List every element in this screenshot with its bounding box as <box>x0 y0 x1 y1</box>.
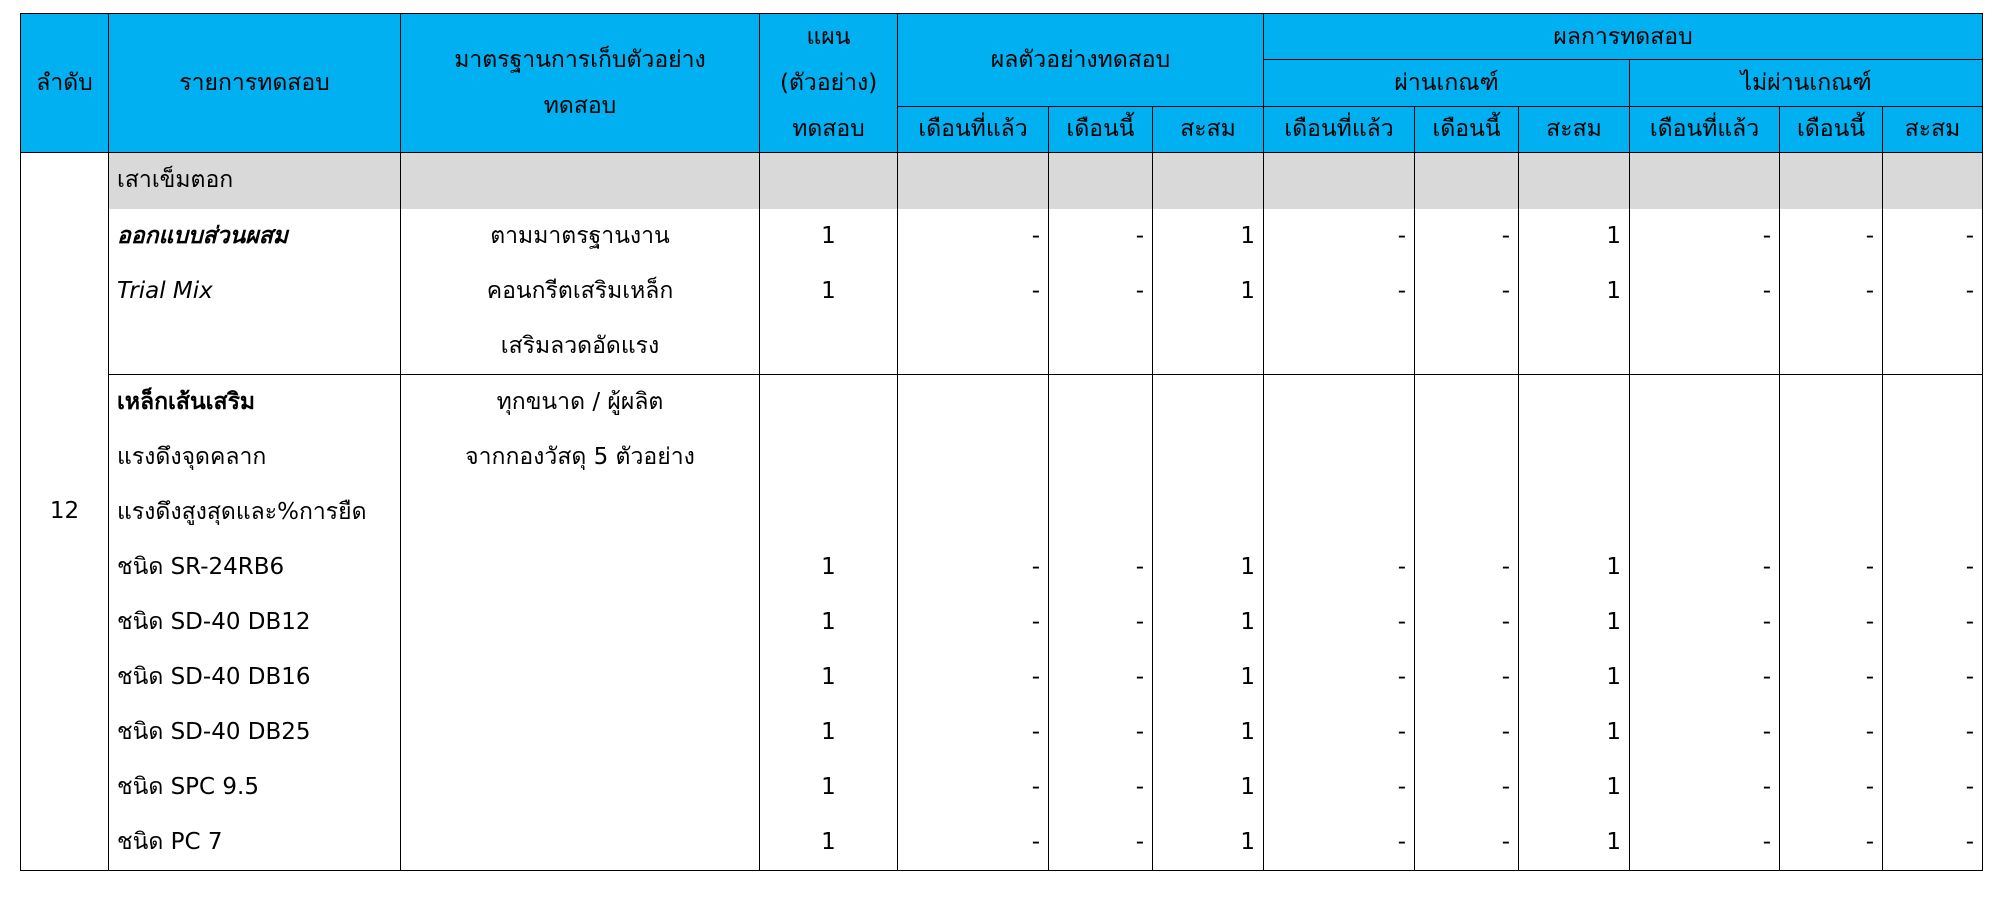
cell-f-last: - <box>1630 760 1780 815</box>
table-row <box>21 430 1983 485</box>
cell-p-this <box>1415 430 1519 485</box>
cell-s-this: - <box>1049 760 1153 815</box>
cell-s-last: - <box>898 595 1049 650</box>
cell-p-this: - <box>1415 595 1519 650</box>
header-fail-cumulative: สะสม <box>1883 106 1983 152</box>
cell-p-cum: 1 <box>1519 705 1630 760</box>
cell-p-last <box>1264 374 1415 430</box>
cell-plan: 1 <box>760 540 898 595</box>
cell-f-last <box>1630 430 1780 485</box>
cell-s-cum <box>1153 485 1264 540</box>
cell-s-cum: 1 <box>1153 595 1264 650</box>
cell-plan: 1 <box>760 815 898 871</box>
cell-p-this: - <box>1415 760 1519 815</box>
cell-f-cum: - <box>1883 540 1983 595</box>
row-item: ชนิด SD-40 DB12 <box>109 595 401 650</box>
cell-plan <box>760 374 898 430</box>
cell-s-cum <box>1153 430 1264 485</box>
cell-standard <box>401 760 760 815</box>
test-results-table <box>20 13 1983 871</box>
cell-p-cum: 1 <box>1519 760 1630 815</box>
header-pass-cumulative: สะสม <box>1519 106 1630 152</box>
cell-plan <box>760 430 898 485</box>
cell-f-cum <box>1883 430 1983 485</box>
header-test-results: ผลการทดสอบ <box>1264 14 1983 60</box>
cell-f-last: - <box>1630 650 1780 705</box>
table-row <box>21 705 1983 760</box>
cell-plan: 1 <box>760 705 898 760</box>
header-seq: ลำดับ <box>21 14 109 153</box>
row-item: ชนิด SR-24RB6 <box>109 540 401 595</box>
cell-f-this: - <box>1780 650 1883 705</box>
table-row <box>21 595 1983 650</box>
cell-s-this <box>1049 319 1153 375</box>
cell-p-last: - <box>1264 705 1415 760</box>
cell-p-cum <box>1519 430 1630 485</box>
cell-p-last: - <box>1264 540 1415 595</box>
cell-p-last: - <box>1264 760 1415 815</box>
cell-plan: 1 <box>760 264 898 319</box>
table-row <box>21 650 1983 705</box>
cell-f-cum <box>1883 374 1983 430</box>
cell-s-this <box>1049 430 1153 485</box>
cell-p-this <box>1415 374 1519 430</box>
table-header <box>21 14 1983 153</box>
cell-p-cum: 1 <box>1519 209 1630 264</box>
cell-f-last: - <box>1630 209 1780 264</box>
cell-f-this <box>1780 319 1883 375</box>
cell-p-this: - <box>1415 209 1519 264</box>
cell-f-this: - <box>1780 705 1883 760</box>
cell-s-cum: 1 <box>1153 540 1264 595</box>
cell-f-this: - <box>1780 760 1883 815</box>
cell-f-last <box>1630 319 1780 375</box>
cell-s-cum: 1 <box>1153 264 1264 319</box>
cell-f-cum: - <box>1883 595 1983 650</box>
cell-standard <box>401 815 760 871</box>
cell-s-last: - <box>898 815 1049 871</box>
cell-p-last: - <box>1264 650 1415 705</box>
cell-s-last: - <box>898 705 1049 760</box>
cell-standard: ตามมาตรฐานงาน <box>401 209 760 264</box>
header-fail-this-month: เดือนนี้ <box>1780 106 1883 152</box>
cell-s-this: - <box>1049 650 1153 705</box>
table-row <box>21 319 1983 375</box>
cell-f-cum: - <box>1883 760 1983 815</box>
cell-p-cum <box>1519 374 1630 430</box>
row-item: Trial Mix <box>109 264 401 319</box>
cell-f-last: - <box>1630 540 1780 595</box>
cell-plan: 1 <box>760 650 898 705</box>
cell-f-cum <box>1883 485 1983 540</box>
row-item: ชนิด SD-40 DB25 <box>109 705 401 760</box>
header-standard: มาตรฐานการเก็บตัวอย่างทดสอบ <box>401 14 760 153</box>
cell-s-this: - <box>1049 815 1153 871</box>
cell-p-cum: 1 <box>1519 540 1630 595</box>
cell-p-cum: 1 <box>1519 650 1630 705</box>
cell-f-this <box>1780 430 1883 485</box>
cell-s-cum: 1 <box>1153 815 1264 871</box>
cell-plan: 1 <box>760 595 898 650</box>
header-pass: ผ่านเกณฑ์ <box>1264 60 1630 106</box>
cell-s-last: - <box>898 650 1049 705</box>
cell-f-cum: - <box>1883 209 1983 264</box>
row-item: แรงดึงจุดคลาก <box>109 430 401 485</box>
cell-p-last <box>1264 430 1415 485</box>
table-row <box>21 485 1983 540</box>
cell-s-last <box>898 374 1049 430</box>
table-row <box>21 264 1983 319</box>
cell-f-last <box>1630 374 1780 430</box>
header-sample-cumulative: สะสม <box>1153 106 1264 152</box>
table-row <box>21 760 1983 815</box>
cell-s-last: - <box>898 760 1049 815</box>
row-item: ชนิด SPC 9.5 <box>109 760 401 815</box>
cell-s-this <box>1049 374 1153 430</box>
cell-s-last <box>898 319 1049 375</box>
cell-p-last: - <box>1264 264 1415 319</box>
cell-s-this <box>1049 485 1153 540</box>
cell-standard: จากกองวัสดุ 5 ตัวอย่าง <box>401 430 760 485</box>
cell-s-this: - <box>1049 595 1153 650</box>
table-row <box>21 374 1983 430</box>
cell-s-cum: 1 <box>1153 209 1264 264</box>
header-sample-results: ผลตัวอย่างทดสอบ <box>898 14 1264 107</box>
row-item: ชนิด PC 7 <box>109 815 401 871</box>
row-item: เหล็กเส้นเสริม <box>109 374 401 430</box>
cell-f-this: - <box>1780 595 1883 650</box>
cell-p-this <box>1415 485 1519 540</box>
cell-p-this <box>1415 319 1519 375</box>
cell-p-this: - <box>1415 815 1519 871</box>
header-fail-last-month: เดือนที่แล้ว <box>1630 106 1780 152</box>
cell-p-last <box>1264 319 1415 375</box>
cell-s-last <box>898 485 1049 540</box>
cell-s-last <box>898 430 1049 485</box>
header-fail: ไม่ผ่านเกณฑ์ <box>1630 60 1983 106</box>
table-row <box>21 209 1983 264</box>
cell-standard: คอนกรีตเสริมเหล็ก <box>401 264 760 319</box>
cell-s-this: - <box>1049 264 1153 319</box>
cell-p-cum: 1 <box>1519 264 1630 319</box>
cell-p-last: - <box>1264 209 1415 264</box>
cell-p-this: - <box>1415 540 1519 595</box>
row-item: ชนิด SD-40 DB16 <box>109 650 401 705</box>
cell-s-cum <box>1153 374 1264 430</box>
cell-s-cum: 1 <box>1153 760 1264 815</box>
header-pass-last-month: เดือนที่แล้ว <box>1264 106 1415 152</box>
cell-s-cum: 1 <box>1153 705 1264 760</box>
cell-plan <box>760 319 898 375</box>
cell-p-this: - <box>1415 705 1519 760</box>
cell-p-cum: 1 <box>1519 815 1630 871</box>
cell-s-this: - <box>1049 209 1153 264</box>
cell-s-last: - <box>898 264 1049 319</box>
row-item <box>109 319 401 375</box>
cell-s-cum <box>1153 319 1264 375</box>
cell-f-cum <box>1883 319 1983 375</box>
header-sample-this-month: เดือนนี้ <box>1049 106 1153 152</box>
header-pass-this-month: เดือนนี้ <box>1415 106 1519 152</box>
cell-f-last: - <box>1630 705 1780 760</box>
cell-f-cum: - <box>1883 650 1983 705</box>
section-row <box>21 153 1983 209</box>
cell-p-last <box>1264 485 1415 540</box>
cell-s-last: - <box>898 209 1049 264</box>
row-item: แรงดึงสูงสุดและ%การยืด <box>109 485 401 540</box>
cell-p-last: - <box>1264 595 1415 650</box>
cell-f-cum: - <box>1883 815 1983 871</box>
cell-f-last <box>1630 485 1780 540</box>
seq-number: 12 <box>21 153 109 871</box>
cell-p-cum: 1 <box>1519 595 1630 650</box>
cell-s-cum: 1 <box>1153 650 1264 705</box>
cell-plan: 1 <box>760 760 898 815</box>
cell-standard <box>401 595 760 650</box>
cell-f-this: - <box>1780 815 1883 871</box>
cell-plan <box>760 485 898 540</box>
cell-standard: ทุกขนาด / ผู้ผลิต <box>401 374 760 430</box>
cell-f-this <box>1780 485 1883 540</box>
cell-f-this: - <box>1780 264 1883 319</box>
cell-f-this: - <box>1780 209 1883 264</box>
cell-s-last: - <box>898 540 1049 595</box>
cell-p-this: - <box>1415 650 1519 705</box>
cell-f-cum: - <box>1883 705 1983 760</box>
header-item: รายการทดสอบ <box>109 14 401 153</box>
cell-p-cum <box>1519 319 1630 375</box>
table-row <box>21 815 1983 871</box>
section-title: เสาเข็มตอก <box>109 153 401 209</box>
header-sample-last-month: เดือนที่แล้ว <box>898 106 1049 152</box>
cell-standard <box>401 650 760 705</box>
cell-p-last: - <box>1264 815 1415 871</box>
cell-p-this: - <box>1415 264 1519 319</box>
table-row <box>21 540 1983 595</box>
cell-s-this: - <box>1049 540 1153 595</box>
cell-plan: 1 <box>760 209 898 264</box>
cell-standard <box>401 705 760 760</box>
cell-p-cum <box>1519 485 1630 540</box>
cell-standard: เสริมลวดอัดแรง <box>401 319 760 375</box>
cell-f-last: - <box>1630 815 1780 871</box>
header-plan: แผน (ตัวอย่าง) ทดสอบ <box>760 14 898 153</box>
cell-f-last: - <box>1630 264 1780 319</box>
cell-f-this: - <box>1780 540 1883 595</box>
table-body <box>21 153 1983 871</box>
cell-f-last: - <box>1630 595 1780 650</box>
cell-s-this: - <box>1049 705 1153 760</box>
cell-f-cum: - <box>1883 264 1983 319</box>
row-item: ออกแบบส่วนผสม <box>109 209 401 264</box>
cell-standard <box>401 485 760 540</box>
cell-f-this <box>1780 374 1883 430</box>
cell-standard <box>401 540 760 595</box>
